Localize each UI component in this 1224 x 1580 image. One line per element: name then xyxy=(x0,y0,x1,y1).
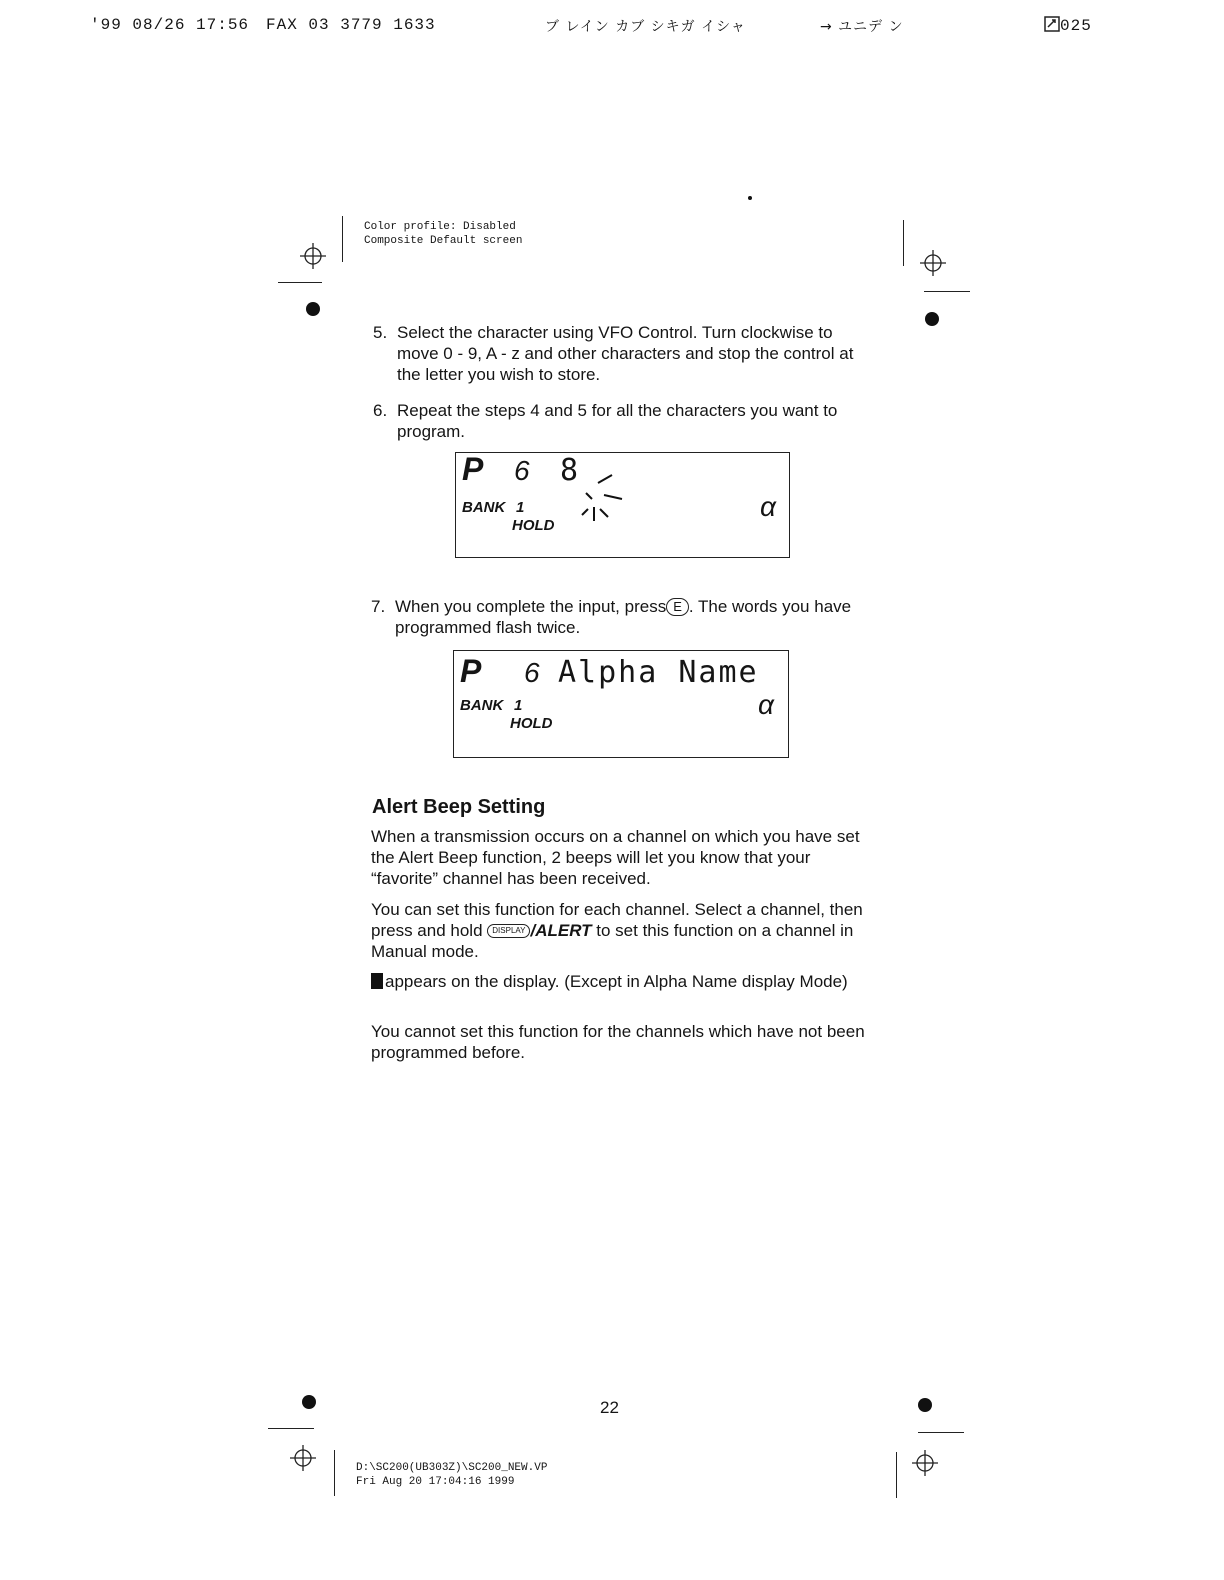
crop-mark-line xyxy=(896,1452,897,1498)
print-info-bottom xyxy=(356,1461,547,1489)
print-info-line: Composite Default screen xyxy=(364,235,523,247)
lcd-hold-label: HOLD xyxy=(512,517,555,534)
registration-mark-icon xyxy=(290,1445,316,1471)
paragraph-text: appears on the display. (Except in Alpha Name display Mode) xyxy=(385,972,848,991)
paragraph-text-before: You can set this function for each channel. Select a channel, then press and hold xyxy=(371,900,863,940)
lcd-hold-label: HOLD xyxy=(510,715,553,732)
fax-recipient: → ユニデ ン xyxy=(820,19,904,35)
lcd-channel-digit: 6 xyxy=(524,657,540,688)
lcd-alpha-indicator: α xyxy=(758,689,774,720)
registration-dot-icon xyxy=(925,312,939,326)
registration-mark-icon xyxy=(920,250,946,276)
alert-indicator-icon xyxy=(371,973,383,989)
fax-header xyxy=(0,16,1224,40)
fax-page-icon xyxy=(1044,16,1060,32)
e-key-icon: E xyxy=(666,598,689,616)
step-number: 6. xyxy=(373,401,388,420)
step-text-before: When you complete the input, press xyxy=(395,597,667,616)
crop-mark-line xyxy=(918,1432,964,1433)
fax-page-number: 025 xyxy=(1060,17,1092,35)
crop-mark-line xyxy=(903,220,904,266)
paragraph-alert-description: When a transmission occurs on a channel on which you have set the Alert Beep function, 2 beeps will let you know that your “favorite” channel has been received. xyxy=(371,827,860,888)
crop-mark-line xyxy=(342,216,343,262)
paragraph-alert-instructions xyxy=(371,899,871,962)
lcd-bank-number: 1 xyxy=(516,499,525,516)
lcd-p-indicator: P xyxy=(462,451,484,487)
paragraph-text-after: to set this function on a channel in Manual mode. xyxy=(371,921,854,961)
fax-number: FAX 03 3779 1633 xyxy=(266,16,436,34)
fax-datetime: '99 08/26 17:56 xyxy=(90,16,250,34)
speck xyxy=(748,196,752,200)
lcd-bank-label: BANK xyxy=(460,697,504,714)
step-text-after: . The words you have programmed flash twice. xyxy=(395,597,852,637)
fax-sender: ブ レイン カブ シキガ イシャ xyxy=(545,19,746,35)
step-text: Select the character using VFO Control. Turn clockwise to move 0 - 9, A - z and other characters and stop the control at the letter you wish to store. xyxy=(397,323,854,384)
print-info-line: D:\SC200(UB303Z)\SC200_NEW.VP xyxy=(356,1462,548,1474)
crop-mark-line xyxy=(278,282,322,283)
flash-rays-icon xyxy=(578,463,628,523)
crop-mark-line xyxy=(268,1428,314,1429)
lcd-p-indicator: P xyxy=(460,653,482,689)
step-number: 5. xyxy=(373,323,388,342)
fax-page-code xyxy=(1044,16,1092,35)
lcd-bank-label: BANK xyxy=(462,499,506,516)
display-key-icon: DISPLAY xyxy=(487,924,530,938)
print-info-line: Color profile: Disabled xyxy=(364,221,516,233)
step-text: Repeat the steps 4 and 5 for all the characters you want to program. xyxy=(397,401,838,441)
alert-key-label: /ALERT xyxy=(530,921,592,940)
crop-mark-line xyxy=(924,291,970,292)
print-info-top xyxy=(364,220,522,248)
lcd-bank-number: 1 xyxy=(514,697,523,714)
registration-mark-icon xyxy=(912,1450,938,1476)
lcd-display-editing xyxy=(455,452,790,558)
registration-dot-icon xyxy=(302,1395,316,1409)
step-text xyxy=(395,596,875,638)
paragraph-alert-note: You cannot set this function for the channels which have not been programmed before. xyxy=(371,1022,865,1062)
page-number: 22 xyxy=(600,1398,619,1417)
lcd-alpha-indicator: α xyxy=(760,491,776,522)
section-heading: Alert Beep Setting xyxy=(372,796,546,818)
lcd-channel-digit: 6 xyxy=(514,455,530,486)
step-number: 7. xyxy=(371,597,386,616)
registration-dot-icon xyxy=(306,302,320,316)
crop-mark-line xyxy=(334,1450,335,1496)
print-info-line: Fri Aug 20 17:04:16 1999 xyxy=(356,1476,515,1488)
lcd-display-alpha-name xyxy=(453,650,789,758)
lcd-alpha-name-text: Alpha Name xyxy=(558,655,759,690)
registration-mark-icon xyxy=(300,243,326,269)
registration-dot-icon xyxy=(918,1398,932,1412)
lcd-segment-chars: 8 xyxy=(560,453,581,488)
paragraph-alert-indicator xyxy=(371,971,871,992)
